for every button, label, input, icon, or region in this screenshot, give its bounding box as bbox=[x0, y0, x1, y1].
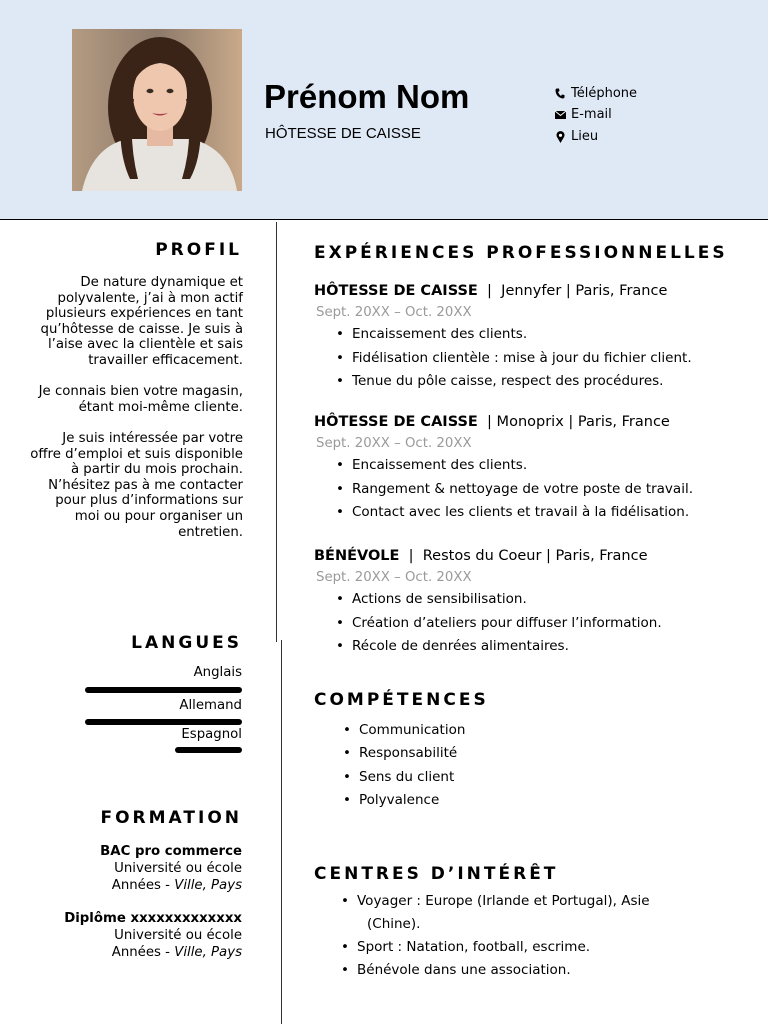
experience-bullet: • Encaissement des clients. bbox=[352, 457, 527, 473]
experience-bullet: • Tenue du pôle caisse, respect des procédures. bbox=[352, 373, 663, 389]
interest-item-continued: (Chine). bbox=[367, 916, 421, 932]
contact-email-label: E-mail bbox=[571, 107, 612, 122]
contact-location bbox=[554, 129, 598, 144]
profile-photo bbox=[72, 29, 242, 191]
phone-icon bbox=[554, 88, 566, 100]
profil-text bbox=[30, 275, 243, 556]
interest-item: • Sport : Natation, football, escrime. bbox=[357, 939, 590, 955]
experience-dates: Sept. 20XX – Oct. 20XX bbox=[316, 305, 472, 320]
language-level-bar bbox=[85, 719, 242, 725]
experience-bullet: • Création d’ateliers pour diffuser l’information. bbox=[352, 615, 662, 631]
experience-bullet: • Contact avec les clients et travail à la fidélisation. bbox=[352, 504, 689, 520]
experience-title: BÉNÉVOLE | Restos du Coeur | Paris, France bbox=[314, 548, 648, 564]
formation-school: Université ou école bbox=[114, 861, 242, 876]
experience-title: HÔTESSE DE CAISSE | Jennyfer | Paris, France bbox=[314, 283, 668, 299]
formation-years: Années - Ville, Pays bbox=[111, 878, 242, 893]
profil-paragraph: De nature dynamique et polyvalente, j’ai à mon actif plusieurs expériences en tant qu’hôtesse de caisse. Je suis à l’aise avec la clientèle et sais travailler efficacement. bbox=[40, 275, 243, 368]
interest-item: • Voyager : Europe (Irlande et Portugal), Asie bbox=[357, 893, 650, 909]
profil-paragraph: Je connais bien votre magasin, étant moi-même cliente. bbox=[38, 384, 243, 415]
experience-bullet: • Fidélisation clientèle : mise à jour du fichier client. bbox=[352, 350, 692, 366]
experience-title: HÔTESSE DE CAISSE | Monoprix | Paris, France bbox=[314, 414, 670, 430]
column-divider-lower bbox=[281, 640, 282, 1024]
skill-item: • Communication bbox=[359, 722, 465, 738]
profil-paragraph: Je suis intéressée par votre offre d’emploi et suis disponible à partir du mois prochain. N’hésitez pas à me contacter pour plus d’informations sur moi ou pour organiser un entretien. bbox=[30, 430, 243, 540]
header-band bbox=[0, 0, 768, 220]
formation-degree: Diplôme xxxxxxxxxxxxx bbox=[64, 911, 242, 926]
contact-location-label: Lieu bbox=[571, 129, 599, 144]
job-title: HÔTESSE DE CAISSE bbox=[265, 125, 421, 142]
skill-item: • Sens du client bbox=[359, 769, 454, 785]
language-label: Anglais bbox=[193, 665, 242, 680]
interest-item: • Bénévole dans une association. bbox=[357, 962, 571, 978]
candidate-name: Prénom Nom bbox=[264, 78, 470, 115]
competences-heading: COMPÉTENCES bbox=[314, 690, 489, 710]
skill-item: • Polyvalence bbox=[359, 792, 439, 808]
formation-item bbox=[30, 843, 242, 894]
skill-item: • Responsabilité bbox=[359, 745, 457, 761]
formation-degree: BAC pro commerce bbox=[100, 844, 242, 859]
formation-school: Université ou école bbox=[114, 928, 242, 943]
contact-phone-label: Téléphone bbox=[571, 86, 638, 101]
location-pin-icon bbox=[554, 131, 566, 143]
langues-heading: LANGUES bbox=[131, 633, 242, 653]
experience-dates: Sept. 20XX – Oct. 20XX bbox=[316, 570, 472, 585]
experience-bullet: • Rangement & nettoyage de votre poste de travail. bbox=[352, 481, 693, 497]
language-label: Allemand bbox=[179, 698, 242, 713]
formation-years: Années - Ville, Pays bbox=[111, 945, 242, 960]
contact-email bbox=[554, 107, 612, 122]
experiences-heading: EXPÉRIENCES PROFESSIONNELLES bbox=[314, 243, 728, 263]
column-divider-upper bbox=[276, 222, 277, 642]
language-label: Espagnol bbox=[181, 727, 242, 742]
language-level-bar bbox=[85, 687, 242, 693]
formation-item bbox=[30, 910, 242, 961]
formation-heading: FORMATION bbox=[100, 808, 242, 828]
profil-heading: PROFIL bbox=[155, 240, 242, 260]
experience-dates: Sept. 20XX – Oct. 20XX bbox=[316, 436, 472, 451]
experience-bullet: • Actions de sensibilisation. bbox=[352, 591, 527, 607]
experience-bullet: • Encaissement des clients. bbox=[352, 326, 527, 342]
experience-bullet: • Récole de denrées alimentaires. bbox=[352, 638, 569, 654]
interets-heading: CENTRES D’INTÉRÊT bbox=[314, 864, 559, 884]
language-level-bar bbox=[175, 747, 242, 753]
contact-phone bbox=[554, 86, 637, 101]
envelope-icon bbox=[554, 109, 566, 121]
